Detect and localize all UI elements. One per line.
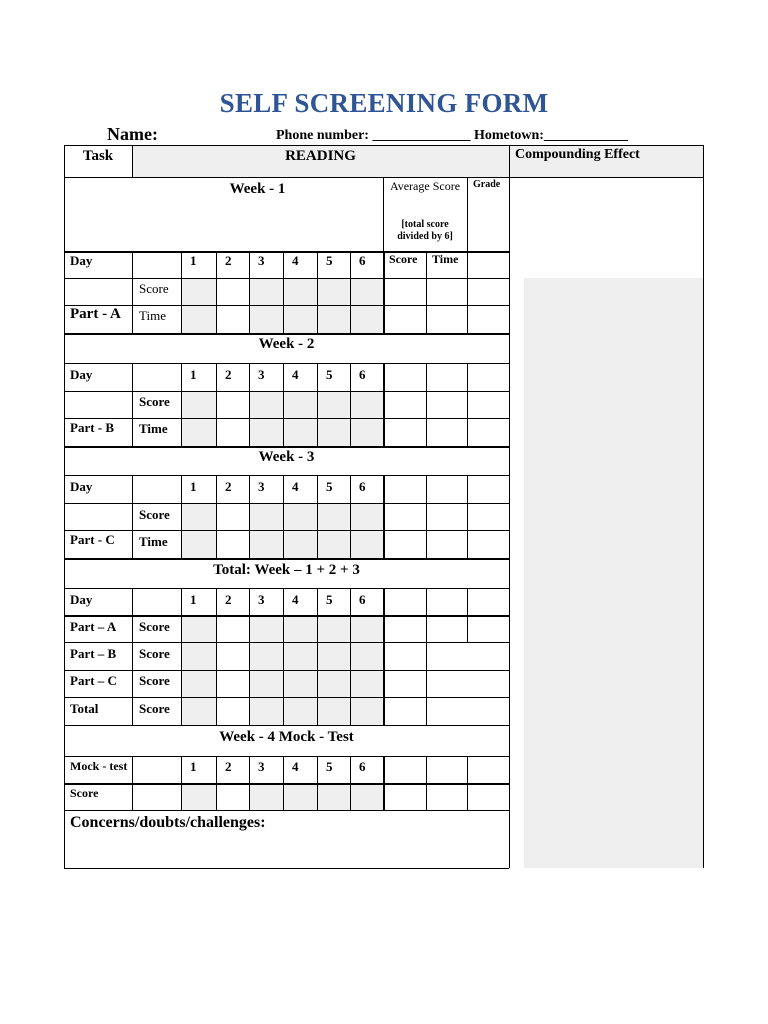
table-rule — [426, 363, 427, 446]
shaded-cell — [181, 783, 216, 810]
table-rule — [181, 475, 182, 558]
table-rule — [132, 588, 133, 725]
concerns-label: Concerns/doubts/challenges: — [70, 814, 266, 831]
table-rule — [317, 756, 318, 810]
table-rule — [283, 251, 284, 333]
table-rule — [132, 475, 133, 558]
total-row-label: Part – A — [70, 619, 117, 634]
table-rule — [249, 475, 250, 558]
table-rule — [426, 251, 427, 333]
table-rule — [350, 756, 351, 810]
part-a-label: Part - A — [70, 306, 121, 322]
day-number-label: 1 — [190, 253, 197, 268]
day-number-label: 5 — [326, 253, 333, 268]
table-rule — [64, 615, 509, 617]
table-rule — [181, 588, 182, 725]
total-row-type: Score — [139, 646, 170, 661]
table-rule — [181, 251, 182, 333]
day-number-label: 4 — [292, 759, 299, 774]
day-number-label: 4 — [292, 253, 299, 268]
week-2-title: Week - 2 — [258, 336, 315, 352]
table-rule — [383, 363, 385, 446]
week-1-title: Week - 1 — [229, 181, 286, 197]
table-rule — [383, 251, 385, 333]
day-number-label: 3 — [258, 479, 265, 494]
table-rule — [350, 588, 351, 725]
day-number-label: 1 — [190, 367, 197, 382]
day-number-label: 3 — [258, 367, 265, 382]
week-1-score-row-label: Score — [139, 281, 169, 296]
table-rule — [64, 697, 509, 698]
day-number-label: 3 — [258, 592, 265, 607]
average-score-note: [total score divided by 6] — [397, 219, 453, 242]
name-label: Name: — [107, 124, 158, 144]
table-rule — [249, 756, 250, 810]
table-rule — [703, 145, 704, 868]
table-rule — [64, 446, 509, 448]
day-number-label: 4 — [292, 592, 299, 607]
table-rule — [467, 251, 468, 333]
day-number-label: 1 — [190, 759, 197, 774]
table-rule — [64, 278, 509, 279]
total-row-label: Total — [70, 701, 99, 716]
week-2-day-label: Day — [70, 367, 93, 382]
table-rule — [249, 363, 250, 446]
table-rule — [64, 783, 509, 785]
table-rule — [317, 588, 318, 725]
table-rule — [426, 756, 427, 810]
table-rule — [64, 145, 65, 868]
day-number-label: 2 — [225, 367, 232, 382]
table-rule — [64, 333, 509, 335]
table-rule — [132, 363, 133, 446]
table-rule — [64, 588, 509, 589]
week-1-day-label: Day — [70, 253, 93, 268]
table-rule — [181, 363, 182, 446]
table-rule — [509, 145, 510, 868]
day-number-label: 6 — [359, 253, 366, 268]
table-rule — [283, 363, 284, 446]
form-title: SELF SCREENING FORM — [219, 88, 549, 118]
table-rule — [283, 475, 284, 558]
week-3-title: Week - 3 — [258, 449, 315, 465]
table-rule — [467, 475, 468, 558]
table-rule — [64, 868, 509, 869]
day-number-label: 3 — [258, 759, 265, 774]
week-3-score-row-label: Score — [139, 507, 170, 522]
table-rule — [467, 177, 468, 251]
table-rule — [64, 145, 703, 146]
table-rule — [426, 475, 427, 558]
table-rule — [64, 642, 509, 643]
day-number-label: 5 — [326, 479, 333, 494]
day-number-label: 4 — [292, 367, 299, 382]
table-rule — [383, 475, 385, 558]
day-number-label: 5 — [326, 367, 333, 382]
mock-title: Week - 4 Mock - Test — [219, 729, 354, 745]
table-rule — [283, 588, 284, 725]
table-rule — [249, 588, 250, 725]
table-rule — [64, 418, 509, 419]
shaded-cell — [249, 783, 383, 810]
week-1-time-col: Time — [432, 252, 459, 266]
total-row-label: Part – B — [70, 646, 117, 661]
table-rule — [64, 391, 509, 392]
table-rule — [64, 558, 509, 560]
total-row-type: Score — [139, 701, 170, 716]
total-title: Total: Week – 1 + 2 + 3 — [213, 562, 360, 578]
table-rule — [467, 588, 468, 642]
compounding-effect-header: Compounding Effect — [515, 147, 640, 162]
total-row-type: Score — [139, 619, 170, 634]
week-3-time-row-label: Time — [139, 534, 168, 549]
day-number-label: 6 — [359, 367, 366, 382]
day-number-label: 2 — [225, 759, 232, 774]
part-b-label: Part - B — [70, 420, 115, 435]
table-rule — [64, 670, 509, 671]
total-row-label: Part – C — [70, 673, 117, 688]
table-rule — [350, 363, 351, 446]
day-number-label: 6 — [359, 479, 366, 494]
day-number-label: 6 — [359, 592, 366, 607]
reading-header: READING — [285, 148, 356, 164]
table-rule — [467, 756, 468, 810]
part-c-label: Part - C — [70, 532, 115, 547]
table-rule — [283, 756, 284, 810]
average-score-label: Average Score — [389, 179, 461, 193]
table-rule — [426, 588, 427, 725]
table-rule — [216, 756, 217, 810]
table-rule — [216, 363, 217, 446]
total-day-label: Day — [70, 592, 93, 607]
day-number-label: 1 — [190, 592, 197, 607]
table-rule — [64, 305, 509, 306]
table-rule — [64, 503, 509, 504]
week-2-time-row-label: Time — [139, 421, 168, 436]
table-rule — [132, 251, 133, 333]
task-header: Task — [82, 148, 114, 164]
phone-hometown-line: Phone number: ______________ Hometown:____________ — [276, 128, 628, 143]
table-rule — [64, 530, 509, 531]
mock-test-label: Mock - test — [70, 759, 128, 773]
day-number-label: 1 — [190, 479, 197, 494]
day-number-label: 2 — [225, 479, 232, 494]
table-rule — [64, 725, 509, 726]
week-3-day-label: Day — [70, 479, 93, 494]
day-number-label: 3 — [258, 253, 265, 268]
table-rule — [383, 756, 385, 810]
table-rule — [467, 363, 468, 446]
table-rule — [132, 756, 133, 810]
table-rule — [181, 756, 182, 810]
week-1-time-row-label: Time — [139, 308, 166, 323]
table-rule — [249, 251, 250, 333]
week-2-score-row-label: Score — [139, 394, 170, 409]
mock-score-label: Score — [70, 786, 99, 800]
table-rule — [216, 251, 217, 333]
day-number-label: 5 — [326, 592, 333, 607]
table-rule — [216, 475, 217, 558]
day-number-label: 6 — [359, 759, 366, 774]
day-number-label: 4 — [292, 479, 299, 494]
table-rule — [350, 475, 351, 558]
grade-label: Grade — [473, 179, 501, 190]
table-rule — [350, 251, 351, 333]
day-number-label: 2 — [225, 592, 232, 607]
day-number-label: 2 — [225, 253, 232, 268]
table-rule — [64, 475, 509, 476]
table-rule — [64, 756, 509, 757]
week-1-score-col: Score — [389, 252, 418, 266]
shaded-cell — [524, 278, 703, 868]
table-rule — [317, 251, 318, 333]
table-rule — [383, 588, 385, 725]
total-row-type: Score — [139, 673, 170, 688]
table-rule — [64, 363, 509, 364]
table-rule — [317, 363, 318, 446]
table-rule — [317, 475, 318, 558]
table-rule — [216, 588, 217, 725]
day-number-label: 5 — [326, 759, 333, 774]
table-rule — [64, 810, 509, 811]
